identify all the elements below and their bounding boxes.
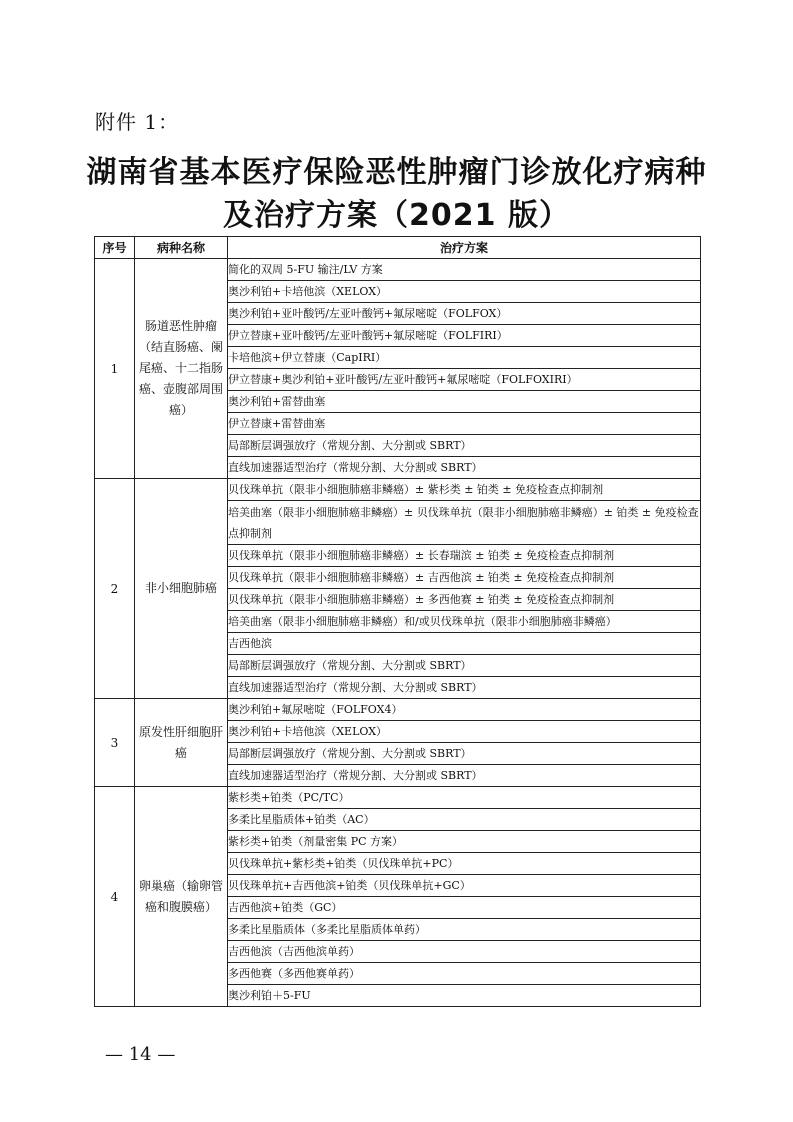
disease-name: 原发性肝细胞肝癌 xyxy=(135,699,228,787)
treatment-plan: 贝伐珠单抗+紫杉类+铂类（贝伐珠单抗+PC） xyxy=(228,853,701,875)
treatment-plan: 贝伐珠单抗+吉西他滨+铂类（贝伐珠单抗+GC） xyxy=(228,875,701,897)
treatment-plan: 吉西他滨+铂类（GC） xyxy=(228,897,701,919)
disease-name: 非小细胞肺癌 xyxy=(135,479,228,699)
treatment-plan: 局部断层调强放疗（常规分割、大分割或 SBRT） xyxy=(228,655,701,677)
treatment-plan: 奥沙利铂+氟尿嘧啶（FOLFOX4） xyxy=(228,699,701,721)
treatment-plan: 伊立替康+奥沙利铂+亚叶酸钙/左亚叶酸钙+氟尿嘧啶（FOLFOXIRI） xyxy=(228,369,701,391)
table-row xyxy=(95,787,701,809)
header-treatment-plan: 治疗方案 xyxy=(228,237,701,259)
treatment-plan: 奥沙利铂＋5-FU xyxy=(228,985,701,1007)
treatment-plan: 局部断层调强放疗（常规分割、大分割或 SBRT） xyxy=(228,743,701,765)
treatment-plan: 多西他赛（多西他赛单药） xyxy=(228,963,701,985)
row-number: 3 xyxy=(95,699,135,787)
treatment-plan: 奥沙利铂+亚叶酸钙/左亚叶酸钙+氟尿嘧啶（FOLFOX） xyxy=(228,303,701,325)
treatment-plan: 卡培他滨+伊立替康（CapIRI） xyxy=(228,347,701,369)
treatment-plan: 吉西他滨 xyxy=(228,633,701,655)
treatment-table xyxy=(94,236,701,1007)
table-row xyxy=(95,699,701,721)
treatment-plan: 直线加速器适型治疗（常规分割、大分割或 SBRT） xyxy=(228,765,701,787)
header-disease-name: 病种名称 xyxy=(135,237,228,259)
table-header-row xyxy=(95,237,701,259)
treatment-plan: 伊立替康+亚叶酸钙/左亚叶酸钙+氟尿嘧啶（FOLFIRI） xyxy=(228,325,701,347)
table-row xyxy=(95,479,701,501)
document-title-line-1: 湖南省基本医疗保险恶性肿瘤门诊放化疗病种 xyxy=(86,155,707,190)
treatment-plan: 培美曲塞（限非小细胞肺癌非鳞癌）± 贝伐珠单抗（限非小细胞肺癌非鳞癌）± 铂类 ± 免疫检查点抑制剂 xyxy=(228,501,701,545)
header-number: 序号 xyxy=(95,237,135,259)
treatment-plan: 伊立替康+雷替曲塞 xyxy=(228,413,701,435)
disease-name: 卵巢癌（输卵管癌和腹膜癌） xyxy=(135,787,228,1007)
annex-label: 附件 1： xyxy=(95,110,180,134)
row-number: 2 xyxy=(95,479,135,699)
row-number: 4 xyxy=(95,787,135,1007)
treatment-plan: 简化的双周 5-FU 输注/LV 方案 xyxy=(228,259,701,281)
treatment-plan: 奥沙利铂+卡培他滨（XELOX） xyxy=(228,281,701,303)
row-number: 1 xyxy=(95,259,135,479)
treatment-plan: 多柔比星脂质体（多柔比星脂质体单药） xyxy=(228,919,701,941)
treatment-plan: 紫杉类+铂类（剂量密集 PC 方案） xyxy=(228,831,701,853)
treatment-plan: 贝伐珠单抗（限非小细胞肺癌非鳞癌）± 长春瑞滨 ± 铂类 ± 免疫检查点抑制剂 xyxy=(228,545,701,567)
table-row xyxy=(95,259,701,281)
treatment-plan: 奥沙利铂+卡培他滨（XELOX） xyxy=(228,721,701,743)
treatment-plan: 奥沙利铂+雷替曲塞 xyxy=(228,391,701,413)
treatment-plan: 直线加速器适型治疗（常规分割、大分割或 SBRT） xyxy=(228,457,701,479)
page-number: — 14 — xyxy=(105,1044,176,1065)
treatment-plan: 紫杉类+铂类（PC/TC） xyxy=(228,787,701,809)
treatment-plan: 吉西他滨（吉西他滨单药） xyxy=(228,941,701,963)
treatment-plan: 局部断层调强放疗（常规分割、大分割或 SBRT） xyxy=(228,435,701,457)
treatment-plan: 培美曲塞（限非小细胞肺癌非鳞癌）和/或贝伐珠单抗（限非小细胞肺癌非鳞癌） xyxy=(228,611,701,633)
document-title-line-2: 及治疗方案（2021 版） xyxy=(223,198,570,233)
treatment-plan: 直线加速器适型治疗（常规分割、大分割或 SBRT） xyxy=(228,677,701,699)
disease-name: 肠道恶性肿瘤（结直肠癌、阑尾癌、十二指肠癌、壶腹部周围癌） xyxy=(135,259,228,479)
treatment-plan: 贝伐珠单抗（限非小细胞肺癌非鳞癌）± 吉西他滨 ± 铂类 ± 免疫检查点抑制剂 xyxy=(228,567,701,589)
treatment-plan: 贝伐珠单抗（限非小细胞肺癌非鳞癌）± 多西他赛 ± 铂类 ± 免疫检查点抑制剂 xyxy=(228,589,701,611)
treatment-plan: 贝伐珠单抗（限非小细胞肺癌非鳞癌）± 紫杉类 ± 铂类 ± 免疫检查点抑制剂 xyxy=(228,479,701,501)
treatment-plan: 多柔比星脂质体+铂类（AC） xyxy=(228,809,701,831)
